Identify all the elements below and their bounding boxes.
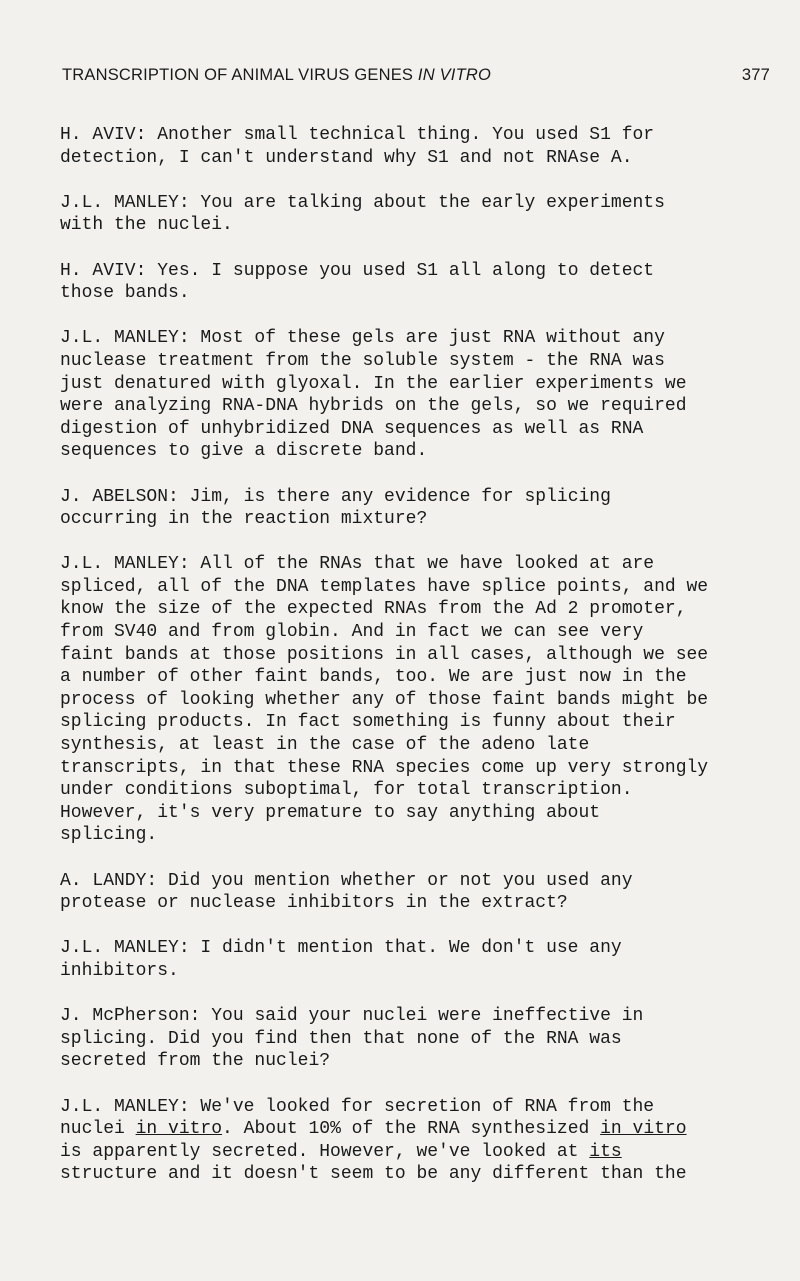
speaker: J. McPherson: <box>60 1006 201 1027</box>
remark: Jim, is there any evidence for splicing occurring in the reaction mixture? <box>60 486 611 530</box>
exchange-9 <box>60 1005 760 1073</box>
exchange-7 <box>60 870 760 915</box>
remark: You said your nuclei were ineffective in splicing. Did you find then that none of the RNA was secreted from the nuclei? <box>60 1006 644 1072</box>
exchange-2 <box>60 192 760 237</box>
running-title: TRANSCRIPTION OF ANIMAL VIRUS GENES IN VITRO <box>62 66 492 84</box>
exchange-5 <box>60 486 760 531</box>
speaker: J.L. MANLEY: <box>60 1096 190 1117</box>
speaker: H. AVIV: <box>60 125 147 145</box>
speaker: A. LANDY: <box>60 870 158 891</box>
remark: Another small technical thing. You used S1 for detection, I can't understand why S1 and not RNAse A. <box>60 125 655 168</box>
discussion-text <box>60 124 760 1209</box>
speaker: J.L. MANLEY: <box>60 192 190 213</box>
remark: Yes. I suppose you used S1 all along to detect those bands. <box>60 260 655 304</box>
underlined-term: in vitro <box>600 1119 687 1140</box>
remark-part: . About 10% of the RNA synthesized <box>222 1119 601 1140</box>
exchange-8 <box>60 937 760 982</box>
remark-part: structure and it doesn't seem to be any different than the <box>60 1164 687 1185</box>
remark: Did you mention whether or not you used any protease or nuclease inhibitors in the extract? <box>60 870 633 914</box>
exchange-1 <box>60 124 760 169</box>
remark: You are talking about the early experiments with the nuclei. <box>60 192 665 236</box>
speaker: J.L. MANLEY: <box>60 554 190 575</box>
exchange-4 <box>60 327 760 463</box>
running-header <box>62 66 770 92</box>
remark: I didn't mention that. We don't use any inhibitors. <box>60 938 622 981</box>
exchange-3 <box>60 260 760 305</box>
underlined-term: in vitro <box>135 1119 223 1140</box>
exchange-10 <box>60 1096 760 1186</box>
underlined-term: its <box>589 1141 622 1162</box>
remark: All of the RNAs that we have looked at are spliced, all of the DNA templates have splice points, and we know the size of the expected RNAs from the Ad 2 promoter, from SV40 and from globin. And in fact we can see very faint bands at those positions in all cases, although we see a number of other faint bands, too. We are just now in the process of looking whether any of those faint bands might be splicing products. In fact something is funny about their synthesis, at least in the case of the adeno late transcripts, in that these RNA species come up very strongly under conditions suboptimal, for total transcription. However, it's very premature to say anything about splicing. <box>60 554 709 846</box>
speaker: J. ABELSON: <box>60 486 179 507</box>
page-number: 377 <box>741 66 770 84</box>
remark-part: We've looked for secretion of RNA from the nuclei <box>60 1096 655 1140</box>
remark-part: is apparently secreted. However, we've looked at <box>60 1141 579 1162</box>
exchange-6 <box>60 553 760 847</box>
speaker: H. AVIV: <box>60 260 147 281</box>
speaker: J.L. MANLEY: <box>60 328 190 349</box>
remark: Most of these gels are just RNA without any nuclease treatment from the soluble system - the RNA was just denatured with glyoxal. In the earlier experiments we were analyzing RNA-DNA hybrids on the gels, so we required digestion of unhybridized DNA sequences as well as RNA sequences to give a discrete band. <box>60 328 687 462</box>
speaker: J.L. MANLEY: <box>60 938 190 959</box>
